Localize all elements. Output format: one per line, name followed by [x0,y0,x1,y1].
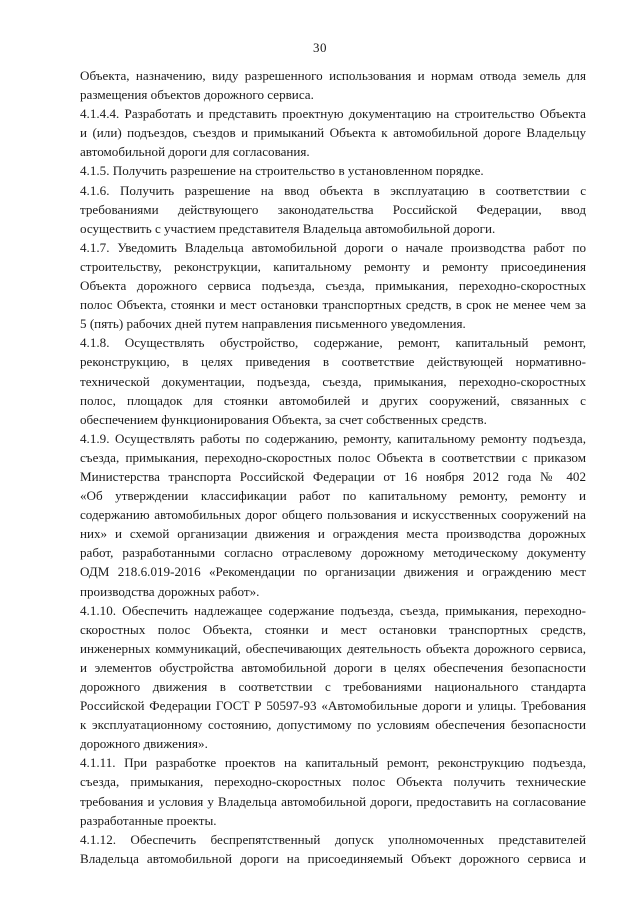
text-line: Объекта дорожного сервиса подъезда, съезда, примыкания, переходно-скоростных [80,278,586,294]
text-line: реконструкцию, в целях приведения в соответствие действующей нормативно- [80,354,586,370]
text-line: «Об утверждении классификации работ по капитальному ремонту, ремонту и [80,488,586,504]
text-line: строительству, реконструкции, капитальному ремонту и ремонту присоединения [80,258,586,274]
text-line: 5 (пять) рабочих дней путем направления письменного уведомления. [80,316,466,332]
text-line: технической документации, подъезда, съезда, примыкания, переходно-скоростных [80,373,586,389]
text-line: дорожного движения в соответствии с требованиями национального стандарта [80,679,586,694]
text-line: инженерных коммуникаций, обеспечивающих деятельность объекта дорожного сервиса, [80,640,586,656]
text-line: 4.1.6. Получить разрешение на ввод объекта в эксплуатацию в соответствии с [80,182,586,198]
page-number: 30 [313,40,327,55]
text-line: содержанию автомобильных дорог общего пользования и искусственных сооружений на [80,507,586,523]
text-line: и (или) подъездов, съездов и примыканий Объекта к автомобильной дороге Владельцу [80,125,586,141]
text-line: автомобильной дороги для согласования. [80,144,310,160]
text-line: съезда, примыкания, переходно-скоростных полос Объекта получить технические [80,774,586,790]
text-line: обеспечением функционирования Объекта, за счет собственных средств. [80,411,487,427]
text-line: дорожного движения». [80,736,208,752]
text-line: разработанные проекты. [80,812,217,828]
text-line: полос Объекта, стоянки и мест остановки транспортных средств, в срок не менее чем за [80,297,586,313]
text-line: 4.1.12. Обеспечить беспрепятственный допуск уполномоченных представителей [80,831,586,847]
text-line: них» и схемой организации движения и ограждения места производства дорожных [80,526,586,542]
text-line: работ, разработанными согласно отраслевому дорожному методическому документу [80,545,586,561]
text-line: требования и условия у Владельца автомобильной дороги, предоставить на согласование [80,793,586,809]
text-line: Владельца автомобильной дороги на присоединяемый Объект дорожного сервиса и [80,850,586,866]
text-line: полос, площадок для стоянки автомобилей и других сооружений, связанных с [80,392,586,408]
text-line: Объекта, назначению, виду разрешенного использования и нормам отвода земель для [80,68,586,83]
text-line: требованиями действующего законодательства Российской Федерации, ввод [80,201,586,217]
text-line: 4.1.10. Обеспечить надлежащее содержание подъезда, съезда, примыкания, переходно- [80,602,586,618]
text-line: ОДМ 218.6.019-2016 «Рекомендации по организации движения и ограждению мест [80,564,586,580]
text-line: скоростных полос Объекта, стоянки и мест остановки транспортных средств, [80,621,586,637]
text-line: 4.1.5. Получить разрешение на строительство в установленном порядке. [80,163,484,179]
document-body [80,66,586,868]
text-line: Министерства транспорта Российской Федерации от 16 ноября 2012 года № 402 [80,468,586,484]
text-line: размещения объектов дорожного сервиса. [80,87,314,103]
text-line: съезда, примыкания, переходно-скоростных полос Объекта в соответствии с приказом [80,449,586,465]
text-line: 4.1.9. Осуществлять работы по содержанию, ремонту, капитальному ремонту подъезда, [80,430,586,446]
text-line: к эксплуатационному состоянию, допустимому по условиям обеспечения безопасности [80,717,586,733]
text-line: 4.1.4.4. Разработать и представить проектную документацию на строительство Объекта [80,106,586,122]
text-line: 4.1.11. При разработке проектов на капитальный ремонт, реконструкцию подъезда, [80,755,586,771]
text-line: 4.1.7. Уведомить Владельца автомобильной дороги о начале производства работ по [80,239,586,255]
text-line: осуществить с участием представителя Владельца автомобильной дороги. [80,220,496,236]
text-line: Российской Федерации ГОСТ Р 50597-93 «Автомобильные дороги и улицы. Требования [80,698,586,714]
text-line: 4.1.8. Осуществлять обустройство, содержание, ремонт, капитальный ремонт, [80,335,586,351]
text-line: и элементов обустройства автомобильной дороги в целях обеспечения безопасности [80,659,586,675]
text-line: производства дорожных работ». [80,583,260,599]
